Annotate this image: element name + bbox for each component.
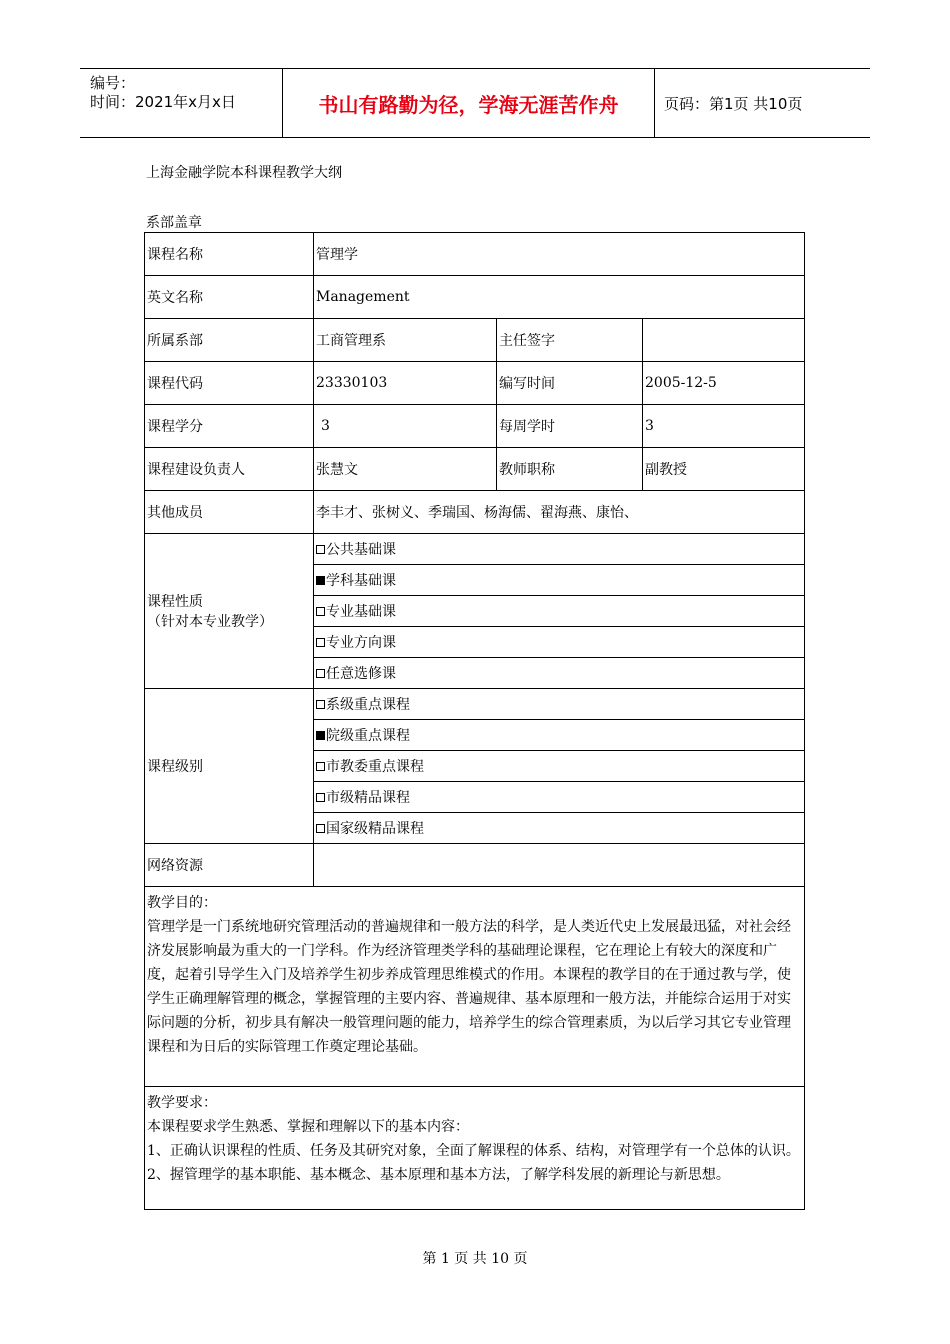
- table-row: [145, 276, 805, 319]
- leader-value: 张慧文: [314, 448, 497, 491]
- director-sign-value: [643, 319, 805, 362]
- nature-option-label: 学科基础课: [326, 573, 396, 589]
- objective-cell: [145, 887, 805, 1087]
- checkbox-icon[interactable]: [316, 731, 325, 740]
- checkbox-icon[interactable]: [316, 638, 325, 647]
- checkbox-icon[interactable]: [316, 762, 325, 771]
- level-option: [314, 720, 805, 751]
- members-value: 李丰才、张树义、季瑞国、杨海儒、翟海燕、康怡、: [314, 491, 805, 534]
- checkbox-icon[interactable]: [316, 669, 325, 678]
- department-value: 工商管理系: [314, 319, 497, 362]
- header-meta: [80, 69, 283, 137]
- checkbox-icon[interactable]: [316, 576, 325, 585]
- leader-label: 课程建设负责人: [145, 448, 314, 491]
- checkbox-icon[interactable]: [316, 700, 325, 709]
- table-row: [145, 844, 805, 887]
- course-code-value: 23330103: [314, 362, 497, 405]
- level-option: [314, 782, 805, 813]
- checkbox-icon[interactable]: [316, 824, 325, 833]
- department-label: 所属系部: [145, 319, 314, 362]
- objective-heading: 教学目的：: [147, 895, 217, 911]
- level-label: 课程级别: [145, 689, 314, 844]
- syllabus-table: [144, 232, 805, 1210]
- stamp-label: 系部盖章: [146, 215, 202, 231]
- course-name-value: 管理学: [314, 233, 805, 276]
- table-row: [145, 491, 805, 534]
- nature-option-label: 任意选修课: [326, 666, 396, 682]
- course-code-label: 课程代码: [145, 362, 314, 405]
- compile-time-value: 2005-12-5: [643, 362, 805, 405]
- table-row: [145, 405, 805, 448]
- checkbox-icon[interactable]: [316, 607, 325, 616]
- nature-sub-label: （针对本专业教学）: [147, 614, 273, 630]
- requirement-item: 2、握管理学的基本职能、基本概念、基本原理和基本方法，了解学科发展的新理论与新思想。: [147, 1167, 730, 1183]
- requirements-heading: 教学要求：: [147, 1095, 217, 1111]
- level-option-label: 市教委重点课程: [326, 759, 424, 775]
- teacher-title-label: 教师职称: [497, 448, 643, 491]
- english-name-value: Management: [314, 276, 805, 319]
- english-name-label: 英文名称: [145, 276, 314, 319]
- level-option: [314, 813, 805, 844]
- course-name-label: 课程名称: [145, 233, 314, 276]
- table-row: [145, 319, 805, 362]
- nature-label-cell: [145, 534, 314, 689]
- table-row: [145, 887, 805, 1087]
- nature-option-label: 专业基础课: [326, 604, 396, 620]
- network-value: [314, 844, 805, 887]
- checkbox-icon[interactable]: [316, 545, 325, 554]
- number-label: 编号：: [90, 74, 136, 92]
- header-motto: 书山有路勤为径，学海无涯苦作舟: [283, 69, 655, 137]
- time-label: 时间：2021年x月x日: [90, 93, 236, 111]
- level-option: [314, 751, 805, 782]
- table-row: [145, 689, 805, 720]
- requirements-intro: 本课程要求学生熟悉、掌握和理解以下的基本内容：: [147, 1119, 469, 1135]
- credits-label: 课程学分: [145, 405, 314, 448]
- nature-option: [314, 627, 805, 658]
- objective-text: 管理学是一门系统地研究管理活动的普遍规律和一般方法的科学，是人类近代史上发展最迅猛，对社会经济发展影响最为重大的一门学科。作为经济管理类学科的基础理论课程，它在理论上有较大的深度和广度，起着引导学生入门及培养学生初步养成管理思维模式的作用。本课程的教学目的在于通过教与学，使学生正确理解管理的概念，掌握管理的主要内容、普遍规律、基本原理和一般方法，并能综合运用于对实际问题的分析，初步具有解决一般管理问题的能力，培养学生的综合管理素质，为以后学习其它专业管理课程和为日后的实际管理工作奠定理论基础。: [147, 919, 791, 1055]
- nature-option: [314, 534, 805, 565]
- checkbox-icon[interactable]: [316, 793, 325, 802]
- level-option: [314, 689, 805, 720]
- nature-option: [314, 565, 805, 596]
- page-footer: 第 1 页 共 10 页: [422, 1251, 528, 1267]
- weekly-hours-value: 3: [643, 405, 805, 448]
- nature-option: [314, 658, 805, 689]
- table-row: [145, 1087, 805, 1210]
- level-option-label: 院级重点课程: [326, 728, 410, 744]
- doc-title: 上海金融学院本科课程教学大纲: [146, 165, 342, 181]
- nature-option-label: 公共基础课: [326, 542, 396, 558]
- requirements-cell: [145, 1087, 805, 1210]
- nature-label: 课程性质: [147, 594, 203, 610]
- table-row: [145, 534, 805, 565]
- nature-option-label: 专业方向课: [326, 635, 396, 651]
- director-sign-label: 主任签字: [497, 319, 643, 362]
- network-label: 网络资源: [145, 844, 314, 887]
- header-page-info: 页码：第1页 共10页: [664, 94, 803, 113]
- table-row: [145, 362, 805, 405]
- teacher-title-value: 副教授: [643, 448, 805, 491]
- page-header: [80, 68, 870, 138]
- weekly-hours-label: 每周学时: [497, 405, 643, 448]
- members-label: 其他成员: [145, 491, 314, 534]
- compile-time-label: 编写时间: [497, 362, 643, 405]
- level-option-label: 系级重点课程: [326, 697, 410, 713]
- level-option-label: 国家级精品课程: [326, 821, 424, 837]
- nature-option: [314, 596, 805, 627]
- table-row: [145, 233, 805, 276]
- requirement-item: 1、正确认识课程的性质、任务及其研究对象，全面了解课程的体系、结构，对管理学有一个总体的认识。: [147, 1143, 800, 1159]
- level-option-label: 市级精品课程: [326, 790, 410, 806]
- credits-value: 3: [314, 405, 497, 448]
- table-row: [145, 448, 805, 491]
